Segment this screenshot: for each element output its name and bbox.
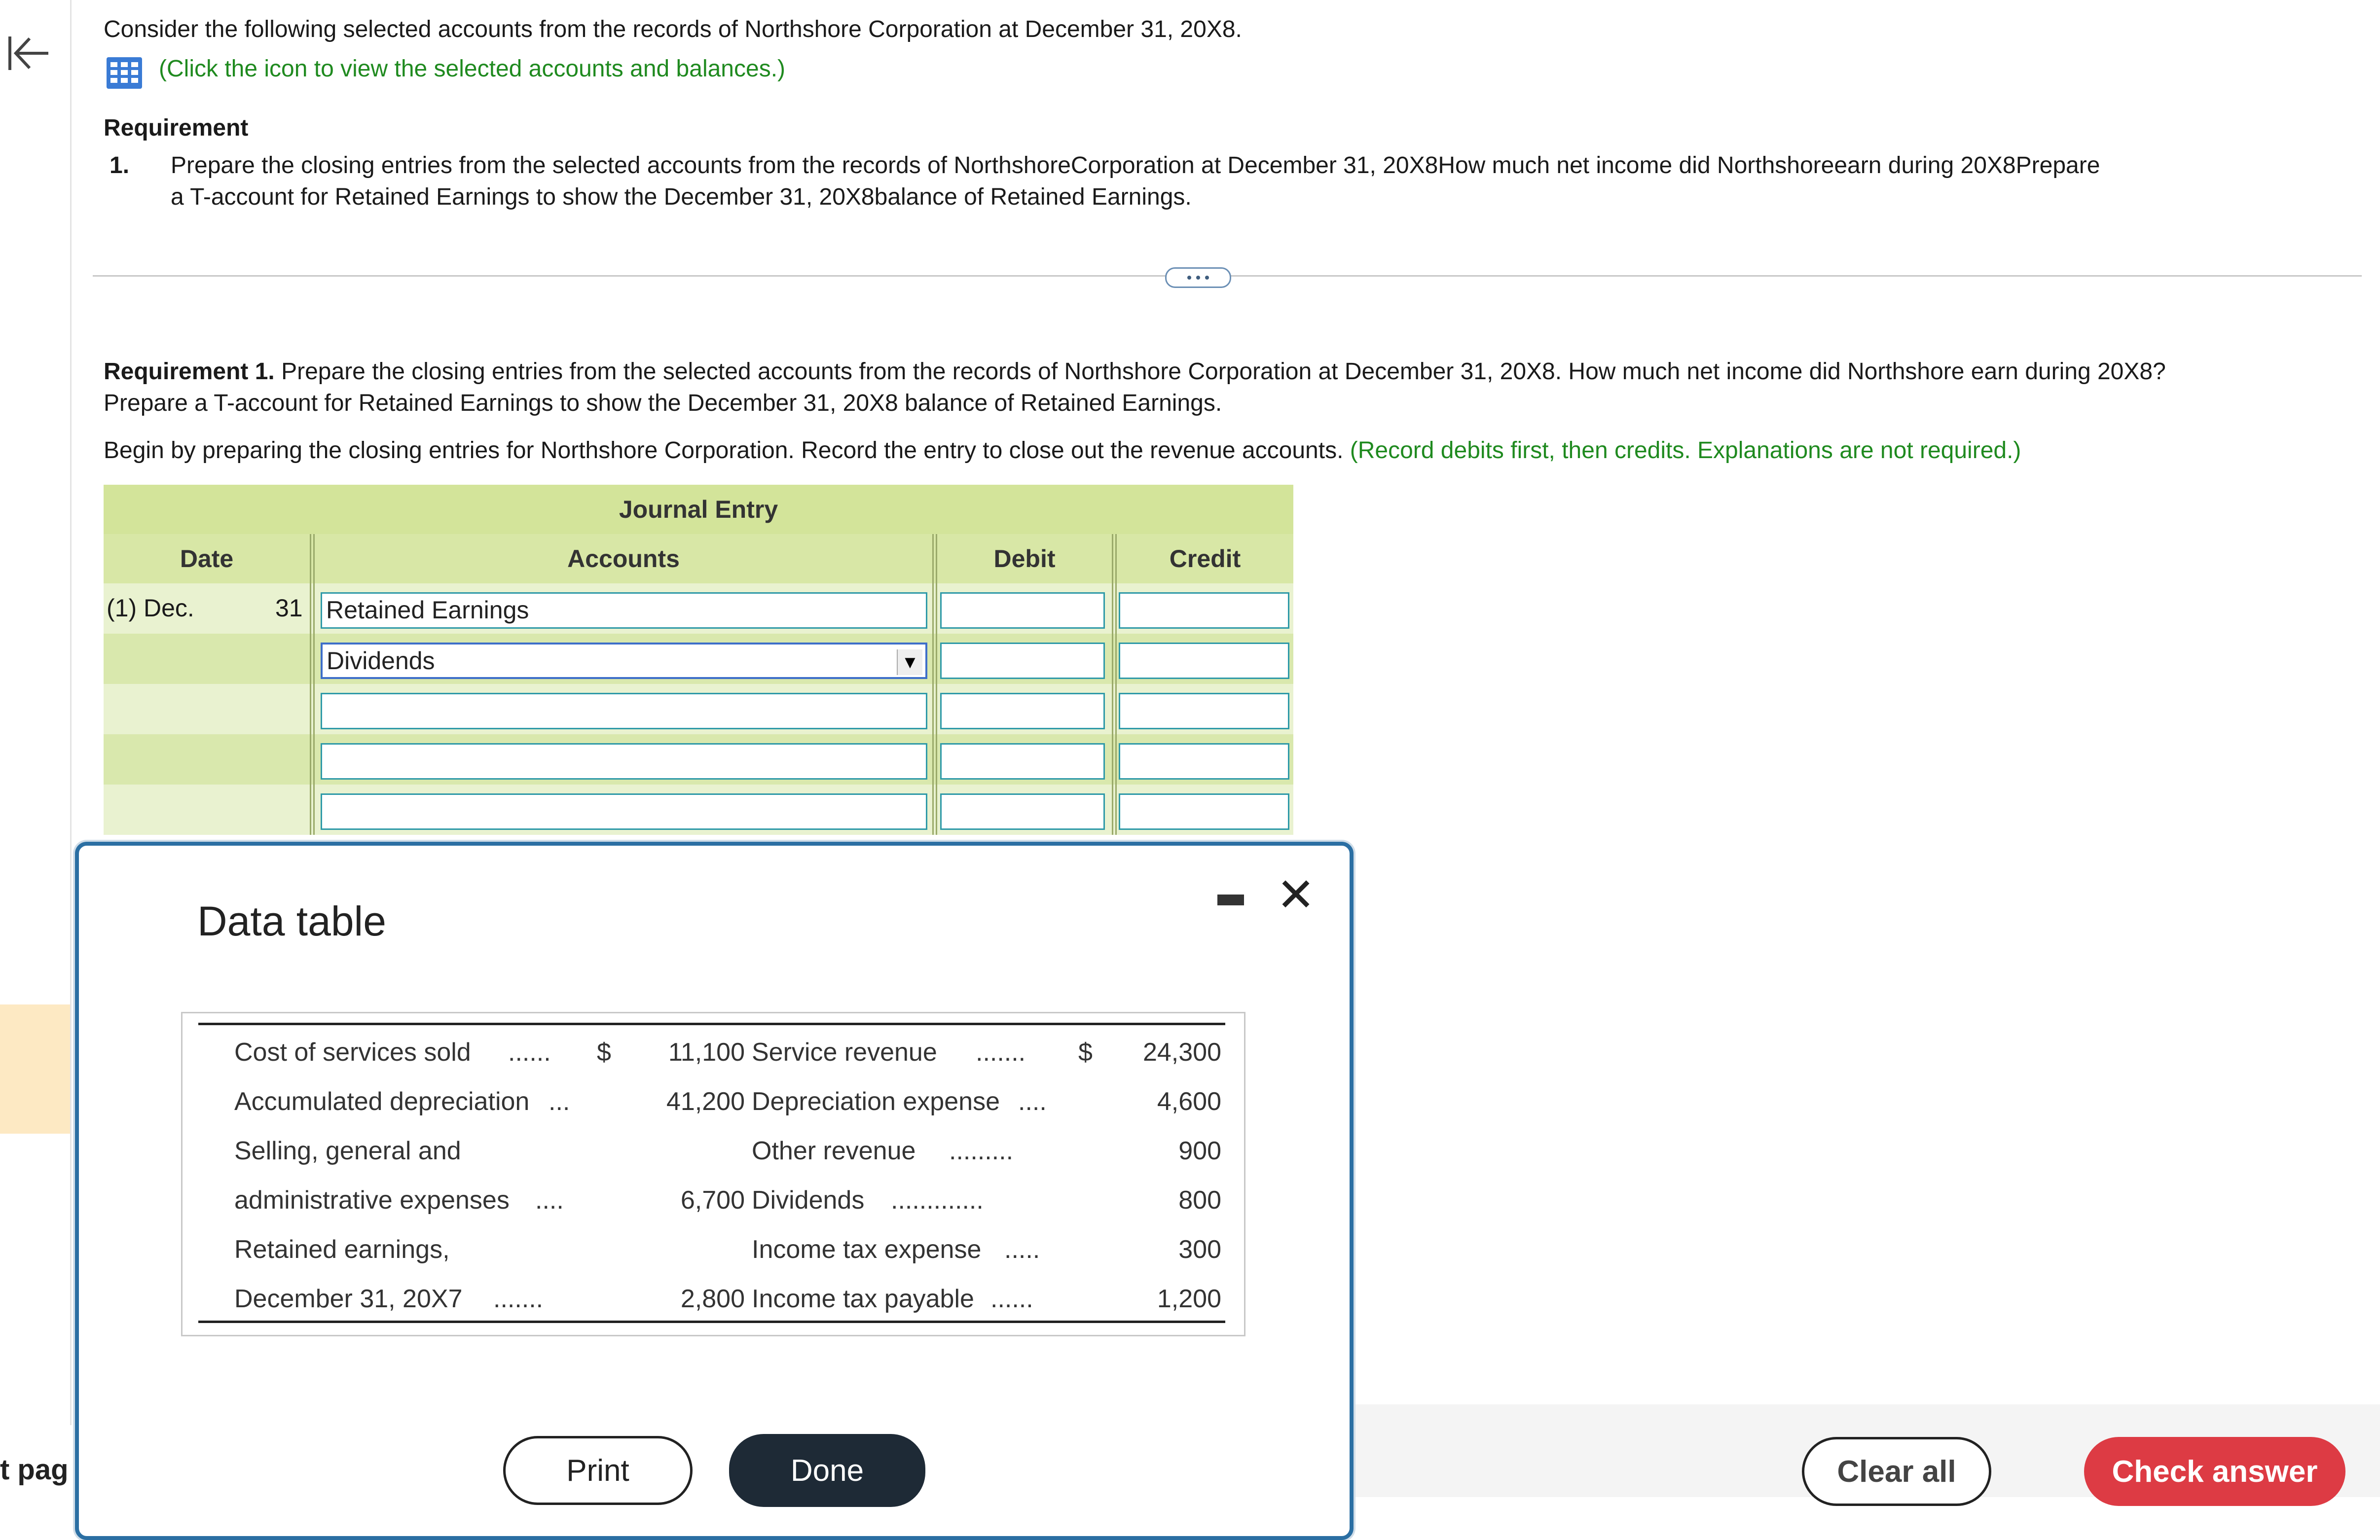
date-month: (1) Dec. [107,594,194,622]
modal-title: Data table [197,898,386,944]
left-account-dots: ... [549,1087,570,1116]
left-account-name: Retained earnings, [234,1235,450,1264]
close-icon[interactable]: ✕ [1276,869,1316,921]
account-select-value: Dividends [327,647,435,675]
right-account-amount: 900 [1178,1137,1221,1165]
right-account-dots: ..... [1004,1235,1040,1264]
left-account-name: Cost of services sold [234,1038,471,1067]
journal-row [104,734,1293,785]
journal-row [104,785,1293,835]
instruction-note: (Record debits first, then credits. Explanations are not required.) [1350,437,2021,464]
instruction-line [104,435,2021,466]
left-account-dots: ....... [493,1285,544,1313]
journal-title: Journal Entry [104,485,1293,534]
account-input[interactable] [321,693,927,729]
debit-input[interactable] [940,693,1105,729]
main-requirement-label: Requirement 1. [104,358,275,385]
check-answer-button[interactable]: Check answer [2084,1437,2345,1506]
journal-entry-table [104,485,1293,835]
requirement-heading: Requirement [104,115,249,141]
right-account-name: Income tax expense [752,1235,982,1264]
view-accounts-link[interactable]: (Click the icon to view the selected accounts and balances.) [159,56,786,82]
left-gutter-divider [70,0,72,1425]
journal-row [104,684,1293,734]
account-input[interactable] [321,793,927,830]
left-account-name: Selling, general and [234,1137,461,1165]
dropdown-arrow-icon[interactable]: ▼ [897,649,922,675]
right-account-dots: ............. [891,1186,984,1215]
main-requirement-line2: Prepare a T-account for Retained Earnings to show the December 31, 20X8 balance of Retained Earnings. [104,390,1222,416]
table-top-rule [198,1023,1225,1025]
right-account-amount: 4,600 [1157,1087,1221,1116]
account-input[interactable]: Retained Earnings [321,592,927,629]
credit-input[interactable] [1119,743,1289,780]
left-account-name: administrative expenses [234,1186,510,1215]
more-options-button[interactable] [1165,267,1231,288]
requirement-text-line1: Prepare the closing entries from the selected accounts from the records of NorthshoreCorporation at December 31, 20X8How much net income did Northshoreearn during 20X8Prepare [171,152,2100,179]
date-day: 31 [275,594,303,622]
right-account-name: Depreciation expense [752,1087,1000,1116]
credit-input[interactable] [1119,693,1289,729]
right-account-name: Service revenue [752,1038,937,1067]
right-account-name: Other revenue [752,1137,916,1165]
header-date: Date [180,545,234,573]
left-account-name: December 31, 20X7 [234,1285,463,1313]
right-account-name: Income tax payable [752,1285,974,1313]
debit-input[interactable] [940,592,1105,629]
left-account-amount: 2,800 [680,1285,745,1313]
header-accounts: Accounts [567,545,680,573]
right-account-dots: ...... [990,1285,1033,1313]
right-account-currency: $ [1078,1038,1093,1067]
right-account-dots: ......... [949,1137,1014,1165]
intro-text: Consider the following selected accounts from the records of Northshore Corporation at December 31, 20X8. [104,16,1242,42]
header-credit: Credit [1169,545,1241,573]
left-account-amount: 11,100 [668,1038,745,1067]
instruction-text: Begin by preparing the closing entries for Northshore Corporation. Record the entry to close out the revenue accounts. [104,437,1350,464]
left-account-name: Accumulated depreciation [234,1087,530,1116]
left-account-amount: 41,200 [666,1087,745,1116]
right-account-amount: 300 [1178,1235,1221,1264]
minimize-icon[interactable] [1217,895,1244,905]
side-highlight [0,1004,70,1134]
left-account-dots: ...... [508,1038,551,1067]
right-account-amount: 24,300 [1142,1038,1221,1067]
done-button[interactable]: Done [729,1434,925,1507]
credit-input[interactable] [1119,643,1289,679]
right-account-dots: ....... [976,1038,1026,1067]
right-account-dots: .... [1018,1087,1047,1116]
journal-row [104,634,1293,684]
requirement-number: 1. [110,152,130,179]
account-select[interactable] [321,643,927,679]
credit-input[interactable] [1119,592,1289,629]
main-requirement-text: Prepare the closing entries from the selected accounts from the records of Northshore Corporation at December 31, 20X8. How much net income did Northshore earn during 20X8? [274,358,2166,385]
requirement-text-line2: a T-account for Retained Earnings to show the December 31, 20X8balance of Retained Earnings. [171,184,1192,210]
account-input[interactable] [321,743,927,780]
debit-input[interactable] [940,643,1105,679]
collapse-left-icon[interactable] [3,29,52,78]
journal-row [104,583,1293,634]
debit-input[interactable] [940,793,1105,830]
table-grid-icon[interactable] [106,56,143,90]
table-bottom-rule [198,1321,1225,1323]
right-account-name: Dividends [752,1186,865,1215]
left-account-amount: 6,700 [680,1186,745,1215]
debit-input[interactable] [940,743,1105,780]
clear-all-button[interactable]: Clear all [1802,1437,1991,1506]
print-button[interactable]: Print [503,1436,693,1505]
left-account-dots: .... [535,1186,564,1215]
right-account-amount: 800 [1178,1186,1221,1215]
credit-input[interactable] [1119,793,1289,830]
left-account-currency: $ [597,1038,611,1067]
header-debit: Debit [993,545,1056,573]
side-page-label: t pag [0,1454,69,1486]
right-account-amount: 1,200 [1157,1285,1221,1313]
journal-header-row [104,534,1293,583]
main-requirement-line1 [104,356,2166,388]
